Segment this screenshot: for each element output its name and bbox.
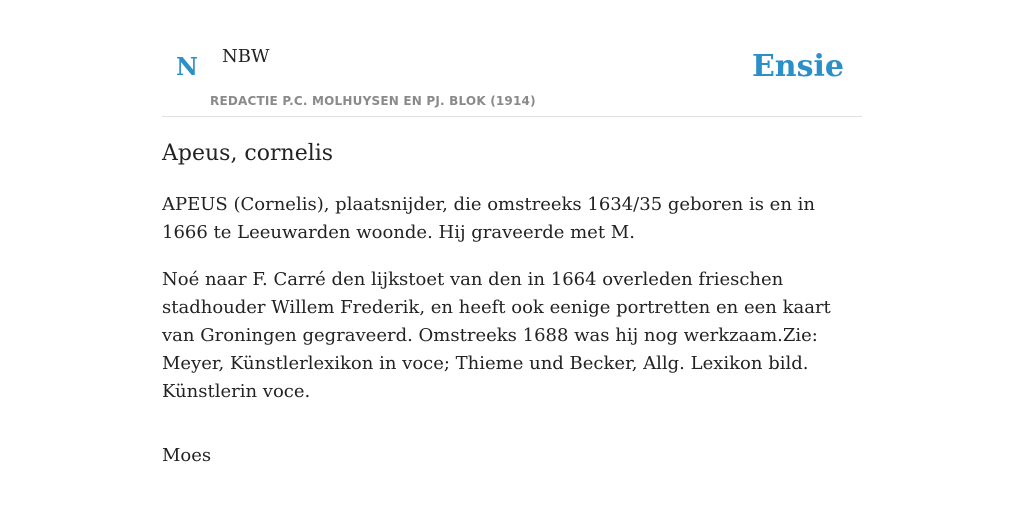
article bbox=[162, 136, 862, 470]
source-header bbox=[162, 0, 862, 117]
source-logo[interactable]: N bbox=[176, 52, 198, 81]
author-name: Moes bbox=[162, 445, 212, 467]
entry-title: Apeus, cornelis bbox=[162, 141, 334, 166]
article-paragraph: Noé naar F. Carré den lijkstoet van den in 1664 overleden frieschen stadhouder Willem Frederik, en heeft ook eenige portretten en een kaart van Groningen gegraveerd. Omstreeks 1688 was hij nog werkzaam.Zie: Meyer, Künstlerlexikon in voce; Thieme und Becker, Allg. Lexikon bild. Künstlerin voce. bbox=[162, 269, 831, 403]
article-paragraph: APEUS (Cornelis), plaatsnijder, die omstreeks 1634/35 geboren is en in 1666 te Leeuwarden woonde. Hij graveerde met M. bbox=[162, 194, 816, 244]
source-subtitle: REDACTIE P.C. MOLHUYSEN EN PJ. BLOK (1914) bbox=[210, 94, 536, 108]
source-title[interactable]: NBW bbox=[222, 46, 270, 67]
brand-logo[interactable]: Ensie bbox=[751, 49, 844, 84]
